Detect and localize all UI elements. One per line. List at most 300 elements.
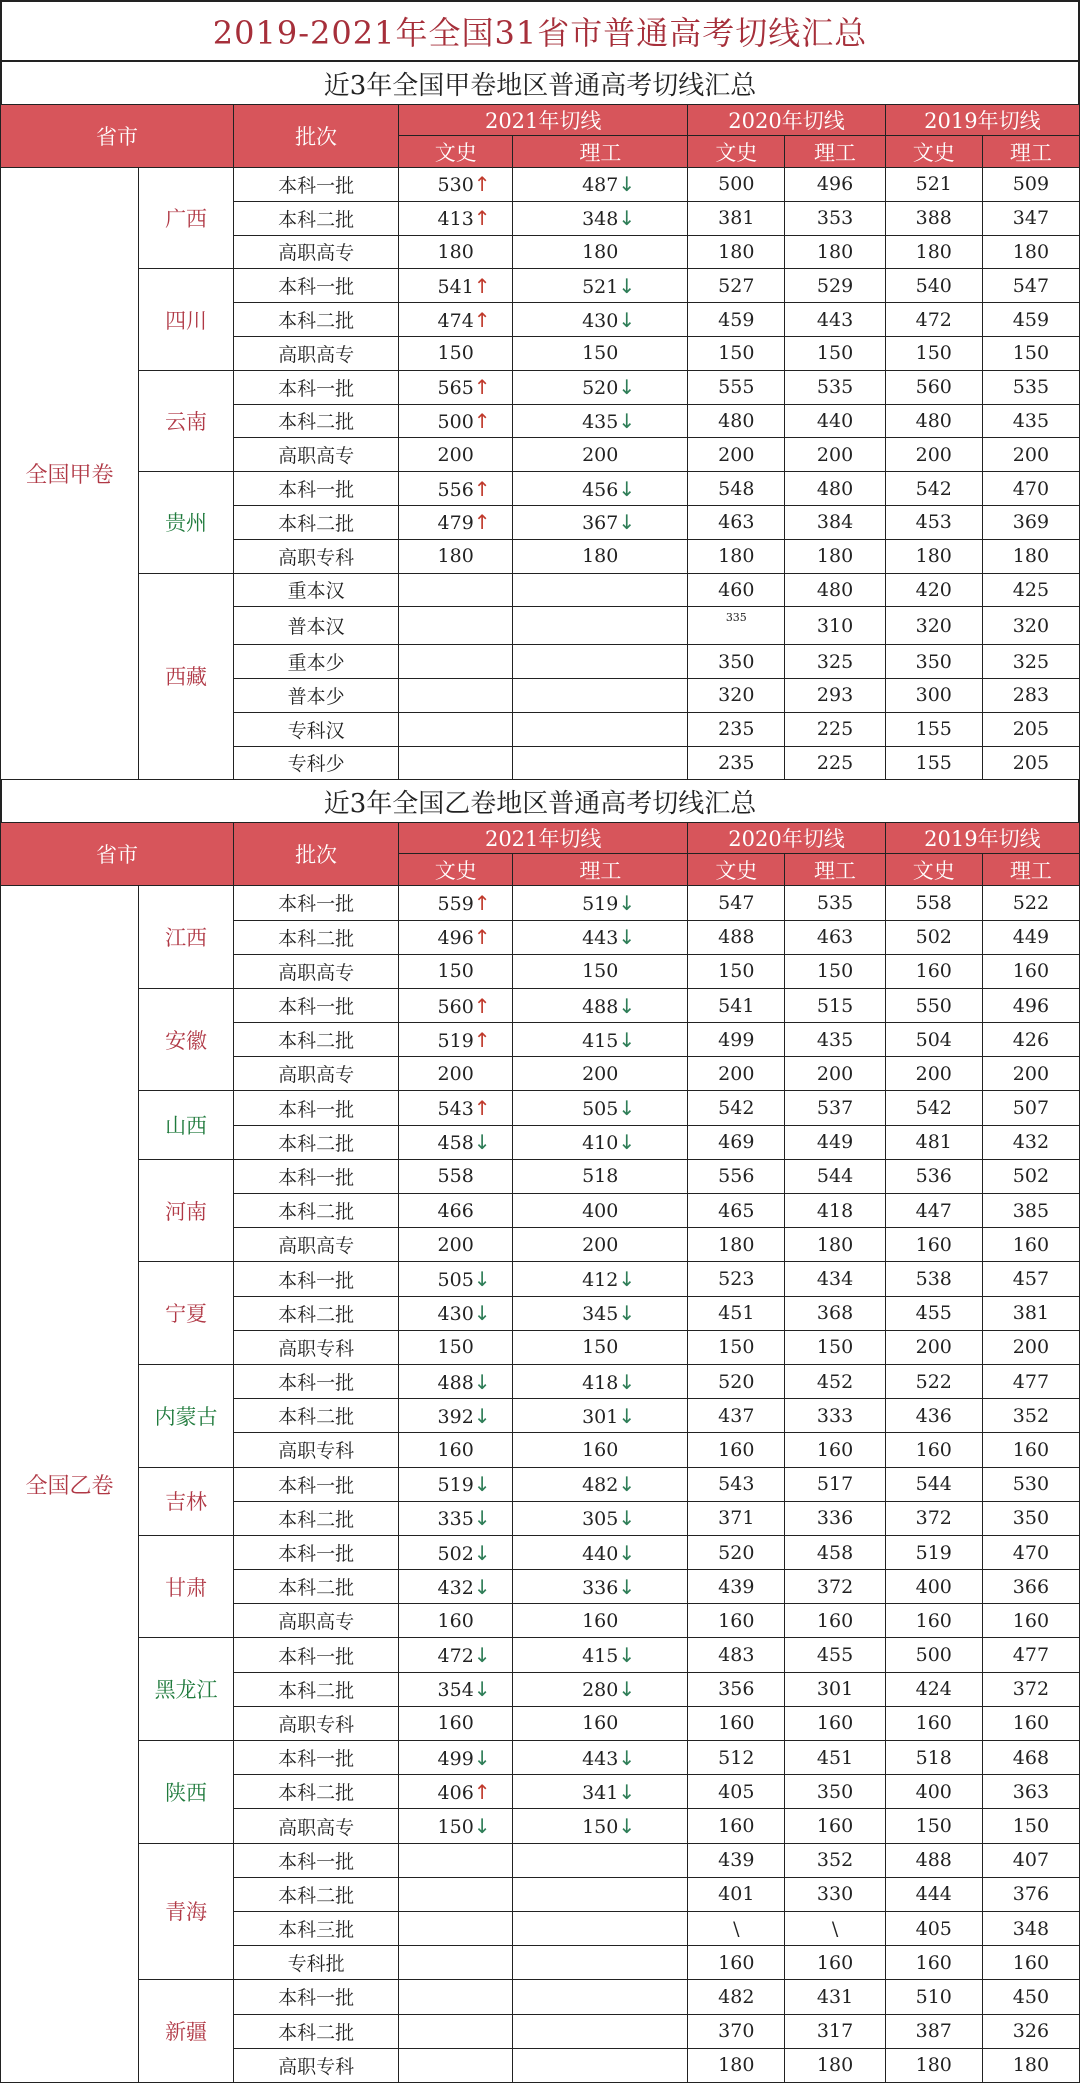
batch-label: 本科二批 xyxy=(234,1877,399,1911)
cell-2021-ligong xyxy=(513,1638,688,1672)
cell-w20: 439 xyxy=(688,1570,785,1604)
cell-2021-ligong xyxy=(513,1399,688,1433)
cell-w19: 155 xyxy=(885,712,982,746)
header-wenshi: 文史 xyxy=(399,854,513,886)
batch-label: 高职高专 xyxy=(234,1228,399,1262)
table-row xyxy=(1,1364,1080,1398)
cell-l19: 470 xyxy=(982,1535,1079,1569)
cell-l19: 347 xyxy=(982,201,1079,235)
province-name: 江西 xyxy=(139,886,234,989)
province-name: 广西 xyxy=(139,168,234,269)
cell-w20: 542 xyxy=(688,1091,785,1125)
cell-l20: 535 xyxy=(785,886,885,920)
cutoff-table xyxy=(0,104,1080,780)
cell-w19: 160 xyxy=(885,1228,982,1262)
arrow-down-icon: ↓ xyxy=(473,1677,491,1702)
cell-l20: 544 xyxy=(785,1159,885,1193)
cell-2021-wenshi xyxy=(399,1501,513,1535)
cell-2021-ligong xyxy=(513,201,688,235)
cutoff-value: 280 xyxy=(582,1679,619,1702)
arrow-down-icon: ↓ xyxy=(618,1779,636,1804)
cell-l20: 180 xyxy=(785,1228,885,1262)
cell-2021-wenshi xyxy=(399,1228,513,1262)
batch-label: 本科二批 xyxy=(234,1399,399,1433)
cell-2021-ligong xyxy=(513,645,688,679)
cell-l19: 435 xyxy=(982,404,1079,438)
cell-w19: 160 xyxy=(885,954,982,988)
cutoff-value: 435 xyxy=(582,410,619,433)
cell-l20: \ xyxy=(785,1911,885,1945)
header-wenshi: 文史 xyxy=(688,136,785,168)
cell-l20: 458 xyxy=(785,1535,885,1569)
cutoff-value: 466 xyxy=(437,1199,474,1222)
cell-w19: 150 xyxy=(885,1809,982,1843)
cell-l19: 477 xyxy=(982,1638,1079,1672)
cell-l20: 449 xyxy=(785,1125,885,1159)
arrow-down-icon: ↓ xyxy=(473,1643,491,1668)
table-row xyxy=(1,1980,1080,2014)
cutoff-value: 430 xyxy=(582,309,619,332)
cell-l19: 200 xyxy=(982,1057,1079,1091)
cell-l20: 517 xyxy=(785,1467,885,1501)
header-ligong: 理工 xyxy=(513,136,688,168)
cutoff-value: 560 xyxy=(437,995,474,1018)
cutoff-value: 180 xyxy=(582,240,619,263)
cell-l20: 418 xyxy=(785,1194,885,1228)
cell-l20: 515 xyxy=(785,988,885,1022)
cell-2021-ligong xyxy=(513,472,688,506)
header-wenshi: 文史 xyxy=(688,854,785,886)
cell-w19: 538 xyxy=(885,1262,982,1296)
cell-w20: 483 xyxy=(688,1638,785,1672)
arrow-up-icon: ↑ xyxy=(473,273,491,298)
cell-l20: 200 xyxy=(785,1057,885,1091)
arrow-down-icon: ↓ xyxy=(618,1369,636,1394)
cell-w19: 447 xyxy=(885,1194,982,1228)
cell-l20: 350 xyxy=(785,1775,885,1809)
cell-2021-ligong xyxy=(513,1706,688,1740)
table-row xyxy=(1,1159,1080,1193)
cell-w20: 150 xyxy=(688,1330,785,1364)
cell-2021-wenshi xyxy=(399,1843,513,1877)
cell-l20: 496 xyxy=(785,168,885,202)
cell-w19: 481 xyxy=(885,1125,982,1159)
cell-2021-wenshi xyxy=(399,1023,513,1057)
cutoff-value: 400 xyxy=(582,1199,619,1222)
cutoff-value: 474 xyxy=(437,309,474,332)
cell-l19: 160 xyxy=(982,1706,1079,1740)
arrow-down-icon: ↓ xyxy=(618,1267,636,1291)
cutoff-value: 160 xyxy=(437,1609,474,1632)
cell-w20: 401 xyxy=(688,1877,785,1911)
arrow-down-icon: ↓ xyxy=(473,1369,491,1394)
cell-2021-wenshi xyxy=(399,573,513,607)
cell-l19: 496 xyxy=(982,988,1079,1022)
cell-w20: 335 xyxy=(688,607,785,645)
cutoff-value: 443 xyxy=(582,1747,619,1770)
cell-l20: 160 xyxy=(785,1433,885,1467)
cell-w20: 469 xyxy=(688,1125,785,1159)
cutoff-value: 472 xyxy=(437,1645,474,1668)
cell-w19: 504 xyxy=(885,1023,982,1057)
cell-l20: 160 xyxy=(785,1809,885,1843)
arrow-down-icon: ↓ xyxy=(618,476,636,501)
cell-2021-ligong xyxy=(513,988,688,1022)
batch-label: 本科二批 xyxy=(234,1570,399,1604)
cell-2021-ligong xyxy=(513,1433,688,1467)
cell-2021-wenshi xyxy=(399,472,513,506)
cell-w19: 400 xyxy=(885,1775,982,1809)
province-name: 山西 xyxy=(139,1091,234,1159)
province-name: 云南 xyxy=(139,370,234,471)
cell-w20: 160 xyxy=(688,1809,785,1843)
arrow-down-icon: ↓ xyxy=(473,1506,491,1531)
region-label: 全国甲卷 xyxy=(1,168,139,780)
cell-2021-ligong xyxy=(513,1159,688,1193)
cell-w19: 200 xyxy=(885,1330,982,1364)
cell-2021-wenshi xyxy=(399,336,513,370)
cutoff-value: 301 xyxy=(582,1405,619,1428)
cell-w20: 350 xyxy=(688,645,785,679)
cell-l20: 480 xyxy=(785,472,885,506)
batch-label: 本科一批 xyxy=(234,1262,399,1296)
batch-label: 本科一批 xyxy=(234,886,399,920)
cell-l19: 160 xyxy=(982,1946,1079,1980)
arrow-up-icon: ↑ xyxy=(473,1779,491,1804)
arrow-down-icon: ↓ xyxy=(618,375,636,400)
cell-l20: 160 xyxy=(785,1604,885,1638)
cell-w20: 520 xyxy=(688,1535,785,1569)
cutoff-value: 565 xyxy=(437,377,474,400)
cell-l20: 336 xyxy=(785,1501,885,1535)
cell-2021-ligong xyxy=(513,2014,688,2048)
cell-w19: 560 xyxy=(885,370,982,404)
cell-2021-ligong xyxy=(513,1911,688,1945)
cell-l19: 477 xyxy=(982,1364,1079,1398)
cell-l20: 150 xyxy=(785,1330,885,1364)
header-wenshi: 文史 xyxy=(399,136,513,168)
cell-2021-wenshi xyxy=(399,988,513,1022)
batch-label: 专科少 xyxy=(234,746,399,780)
batch-label: 专科汉 xyxy=(234,712,399,746)
cell-w20: 512 xyxy=(688,1741,785,1775)
cell-2021-wenshi xyxy=(399,1467,513,1501)
cutoff-value: 432 xyxy=(437,1576,474,1599)
cell-w20: 356 xyxy=(688,1672,785,1706)
cell-2021-wenshi xyxy=(399,1604,513,1638)
cutoff-value: 392 xyxy=(437,1405,474,1428)
cutoff-value: 150 xyxy=(582,1336,619,1359)
arrow-down-icon: ↓ xyxy=(473,1267,491,1291)
cutoff-value: 200 xyxy=(582,1062,619,1085)
batch-label: 高职高专 xyxy=(234,438,399,472)
arrow-down-icon: ↓ xyxy=(618,1403,636,1428)
cell-w20: 370 xyxy=(688,2014,785,2048)
cell-w19: 542 xyxy=(885,472,982,506)
cell-l19: 381 xyxy=(982,1296,1079,1330)
province-name: 青海 xyxy=(139,1843,234,1980)
batch-label: 本科二批 xyxy=(234,1672,399,1706)
cell-l20: 301 xyxy=(785,1672,885,1706)
cell-2021-wenshi xyxy=(399,1262,513,1296)
cell-w19: 420 xyxy=(885,573,982,607)
cell-l19: 200 xyxy=(982,1330,1079,1364)
cell-2021-wenshi xyxy=(399,1330,513,1364)
cell-l20: 537 xyxy=(785,1091,885,1125)
cell-l20: 440 xyxy=(785,404,885,438)
cell-w20: 150 xyxy=(688,336,785,370)
cell-l20: 368 xyxy=(785,1296,885,1330)
header-province: 省市 xyxy=(1,823,234,886)
arrow-down-icon: ↓ xyxy=(618,993,636,1018)
cell-2021-ligong xyxy=(513,1535,688,1569)
cell-2021-wenshi xyxy=(399,404,513,438)
cell-w20: 527 xyxy=(688,269,785,303)
cell-2021-ligong xyxy=(513,168,688,202)
batch-label: 本科一批 xyxy=(234,1091,399,1125)
cutoff-value: 518 xyxy=(582,1165,619,1188)
cutoff-value: 499 xyxy=(437,1747,474,1770)
cell-l19: 369 xyxy=(982,505,1079,539)
cell-l19: 180 xyxy=(982,539,1079,573)
cell-w20: 541 xyxy=(688,988,785,1022)
batch-label: 本科一批 xyxy=(234,1535,399,1569)
arrow-up-icon: ↑ xyxy=(473,375,491,400)
cell-2021-wenshi xyxy=(399,1980,513,2014)
header-ligong: 理工 xyxy=(785,136,885,168)
header-batch: 批次 xyxy=(234,105,399,168)
cell-l19: 326 xyxy=(982,2014,1079,2048)
header-row-years xyxy=(1,823,1080,854)
batch-label: 高职专科 xyxy=(234,539,399,573)
header-2020: 2020年切线 xyxy=(688,823,885,854)
cell-w20: 405 xyxy=(688,1775,785,1809)
cell-l19: 150 xyxy=(982,336,1079,370)
batch-label: 本科二批 xyxy=(234,1023,399,1057)
cutoff-value: 415 xyxy=(582,1029,619,1052)
cutoff-value: 413 xyxy=(437,208,474,231)
cutoff-value: 406 xyxy=(437,1781,474,1804)
arrow-up-icon: ↑ xyxy=(473,1096,491,1121)
header-wenshi: 文史 xyxy=(885,854,982,886)
cell-2021-wenshi xyxy=(399,1570,513,1604)
cell-l19: 457 xyxy=(982,1262,1079,1296)
cell-2021-wenshi xyxy=(399,1433,513,1467)
cell-l19: 363 xyxy=(982,1775,1079,1809)
cell-2021-wenshi xyxy=(399,269,513,303)
cutoff-value: 543 xyxy=(437,1098,474,1121)
batch-label: 本科二批 xyxy=(234,1501,399,1535)
cell-l19: 205 xyxy=(982,712,1079,746)
batch-label: 本科一批 xyxy=(234,1638,399,1672)
cutoff-value: 150 xyxy=(437,1816,474,1838)
cell-2021-ligong xyxy=(513,1809,688,1843)
cell-w19: 542 xyxy=(885,1091,982,1125)
cell-2021-wenshi xyxy=(399,1399,513,1433)
table-row xyxy=(1,1843,1080,1877)
cell-w19: 453 xyxy=(885,505,982,539)
cell-l20: 451 xyxy=(785,1741,885,1775)
cutoff-value: 150 xyxy=(437,342,474,365)
cell-l19: 522 xyxy=(982,886,1079,920)
header-2019: 2019年切线 xyxy=(885,105,1079,136)
batch-label: 本科二批 xyxy=(234,303,399,337)
arrow-down-icon: ↓ xyxy=(618,1027,636,1052)
cell-w20: 555 xyxy=(688,370,785,404)
cell-l19: 348 xyxy=(982,1911,1079,1945)
cell-2021-ligong xyxy=(513,1672,688,1706)
cell-2021-ligong xyxy=(513,678,688,712)
cutoff-value: 482 xyxy=(582,1474,619,1497)
arrow-down-icon: ↓ xyxy=(618,1540,636,1565)
cutoff-value: 500 xyxy=(437,410,474,433)
batch-label: 高职专科 xyxy=(234,2048,399,2082)
cutoff-value: 496 xyxy=(437,927,474,950)
cutoff-value: 305 xyxy=(582,1508,619,1531)
province-name: 宁夏 xyxy=(139,1262,234,1365)
cell-2021-wenshi xyxy=(399,438,513,472)
cell-l20: 384 xyxy=(785,505,885,539)
cell-l20: 455 xyxy=(785,1638,885,1672)
cell-2021-wenshi xyxy=(399,370,513,404)
cell-2021-ligong xyxy=(513,1467,688,1501)
cutoff-value: 336 xyxy=(582,1576,619,1599)
arrow-down-icon: ↓ xyxy=(618,1506,636,1531)
cell-2021-ligong xyxy=(513,1091,688,1125)
cutoff-value: 367 xyxy=(582,512,619,535)
table-row xyxy=(1,168,1080,202)
cell-2021-ligong xyxy=(513,1296,688,1330)
arrow-down-icon: ↓ xyxy=(618,1745,636,1770)
cell-l19: 376 xyxy=(982,1877,1079,1911)
cell-l20: 330 xyxy=(785,1877,885,1911)
cell-w19: 160 xyxy=(885,1433,982,1467)
cell-2021-wenshi xyxy=(399,2014,513,2048)
cell-l20: 480 xyxy=(785,573,885,607)
header-2021: 2021年切线 xyxy=(399,105,688,136)
cell-l19: 426 xyxy=(982,1023,1079,1057)
cell-l19: 205 xyxy=(982,746,1079,780)
cell-w19: 180 xyxy=(885,2048,982,2082)
cell-2021-ligong xyxy=(513,1570,688,1604)
batch-label: 本科一批 xyxy=(234,1159,399,1193)
cell-w20: 460 xyxy=(688,573,785,607)
header-batch: 批次 xyxy=(234,823,399,886)
cell-l20: 160 xyxy=(785,1706,885,1740)
cell-w20: 235 xyxy=(688,712,785,746)
cell-2021-wenshi xyxy=(399,1159,513,1193)
cell-w19: 522 xyxy=(885,1364,982,1398)
cutoff-value: 150 xyxy=(582,342,619,365)
batch-label: 本科二批 xyxy=(234,1775,399,1809)
table-row xyxy=(1,573,1080,607)
cutoff-value: 200 xyxy=(437,443,474,466)
cell-w20: 523 xyxy=(688,1262,785,1296)
cell-l20: 463 xyxy=(785,920,885,954)
cutoff-value: 150 xyxy=(437,960,474,983)
cell-l19: 470 xyxy=(982,472,1079,506)
cell-2021-ligong xyxy=(513,303,688,337)
cell-l19: 407 xyxy=(982,1843,1079,1877)
cutoff-value: 440 xyxy=(582,1542,619,1565)
cell-l20: 535 xyxy=(785,370,885,404)
cutoff-value: 488 xyxy=(582,995,619,1018)
cell-l19: 450 xyxy=(982,1980,1079,2014)
cell-2021-ligong xyxy=(513,1364,688,1398)
arrow-down-icon: ↓ xyxy=(618,1677,636,1702)
cell-l20: 160 xyxy=(785,1946,885,1980)
cell-w19: 480 xyxy=(885,404,982,438)
cell-l19: 530 xyxy=(982,1467,1079,1501)
batch-label: 高职高专 xyxy=(234,954,399,988)
cutoff-value: 180 xyxy=(582,545,619,568)
cell-2021-ligong xyxy=(513,712,688,746)
cell-2021-ligong xyxy=(513,1262,688,1296)
header-ligong: 理工 xyxy=(982,136,1079,168)
cell-l19: 283 xyxy=(982,678,1079,712)
province-name: 内蒙古 xyxy=(139,1364,234,1467)
cell-w19: 405 xyxy=(885,1911,982,1945)
cell-w19: 180 xyxy=(885,235,982,269)
cell-l19: 350 xyxy=(982,1501,1079,1535)
batch-label: 重本汉 xyxy=(234,573,399,607)
arrow-down-icon: ↓ xyxy=(618,206,636,231)
cell-2021-wenshi xyxy=(399,645,513,679)
cell-2021-ligong xyxy=(513,1741,688,1775)
arrow-down-icon: ↓ xyxy=(473,1403,491,1428)
arrow-down-icon: ↓ xyxy=(473,1472,491,1497)
cell-l20: 352 xyxy=(785,1843,885,1877)
cutoff-value: 415 xyxy=(582,1645,619,1668)
cell-w20: 371 xyxy=(688,1501,785,1535)
cell-2021-wenshi xyxy=(399,303,513,337)
cell-2021-wenshi xyxy=(399,1535,513,1569)
cell-l19: 366 xyxy=(982,1570,1079,1604)
cell-l20: 443 xyxy=(785,303,885,337)
header-2019: 2019年切线 xyxy=(885,823,1079,854)
cell-l19: 372 xyxy=(982,1672,1079,1706)
cell-l19: 509 xyxy=(982,168,1079,202)
cell-w20: \ xyxy=(688,1911,785,1945)
cutoff-value: 418 xyxy=(582,1371,619,1394)
cell-w19: 387 xyxy=(885,2014,982,2048)
header-ligong: 理工 xyxy=(513,854,688,886)
cutoff-value: 487 xyxy=(582,174,619,197)
cell-w20: 150 xyxy=(688,954,785,988)
table-row xyxy=(1,1091,1080,1125)
arrow-up-icon: ↑ xyxy=(473,476,491,501)
cell-l19: 352 xyxy=(982,1399,1079,1433)
arrow-up-icon: ↑ xyxy=(473,307,491,332)
cell-2021-ligong xyxy=(513,2048,688,2082)
cutoff-value: 479 xyxy=(437,512,474,535)
cutoff-value: 160 xyxy=(582,1609,619,1632)
cell-l19: 468 xyxy=(982,1741,1079,1775)
cell-l20: 325 xyxy=(785,645,885,679)
cutoff-value: 180 xyxy=(437,240,474,263)
cell-2021-ligong xyxy=(513,1057,688,1091)
cell-l20: 529 xyxy=(785,269,885,303)
cell-w20: 480 xyxy=(688,404,785,438)
cell-l20: 180 xyxy=(785,235,885,269)
cell-l19: 160 xyxy=(982,1433,1079,1467)
cutoff-value: 558 xyxy=(437,1165,474,1188)
cell-2021-wenshi xyxy=(399,1911,513,1945)
cutoff-value: 341 xyxy=(582,1781,619,1804)
cell-w20: 200 xyxy=(688,1057,785,1091)
arrow-down-icon: ↓ xyxy=(618,408,636,433)
cutoff-value: 200 xyxy=(582,443,619,466)
